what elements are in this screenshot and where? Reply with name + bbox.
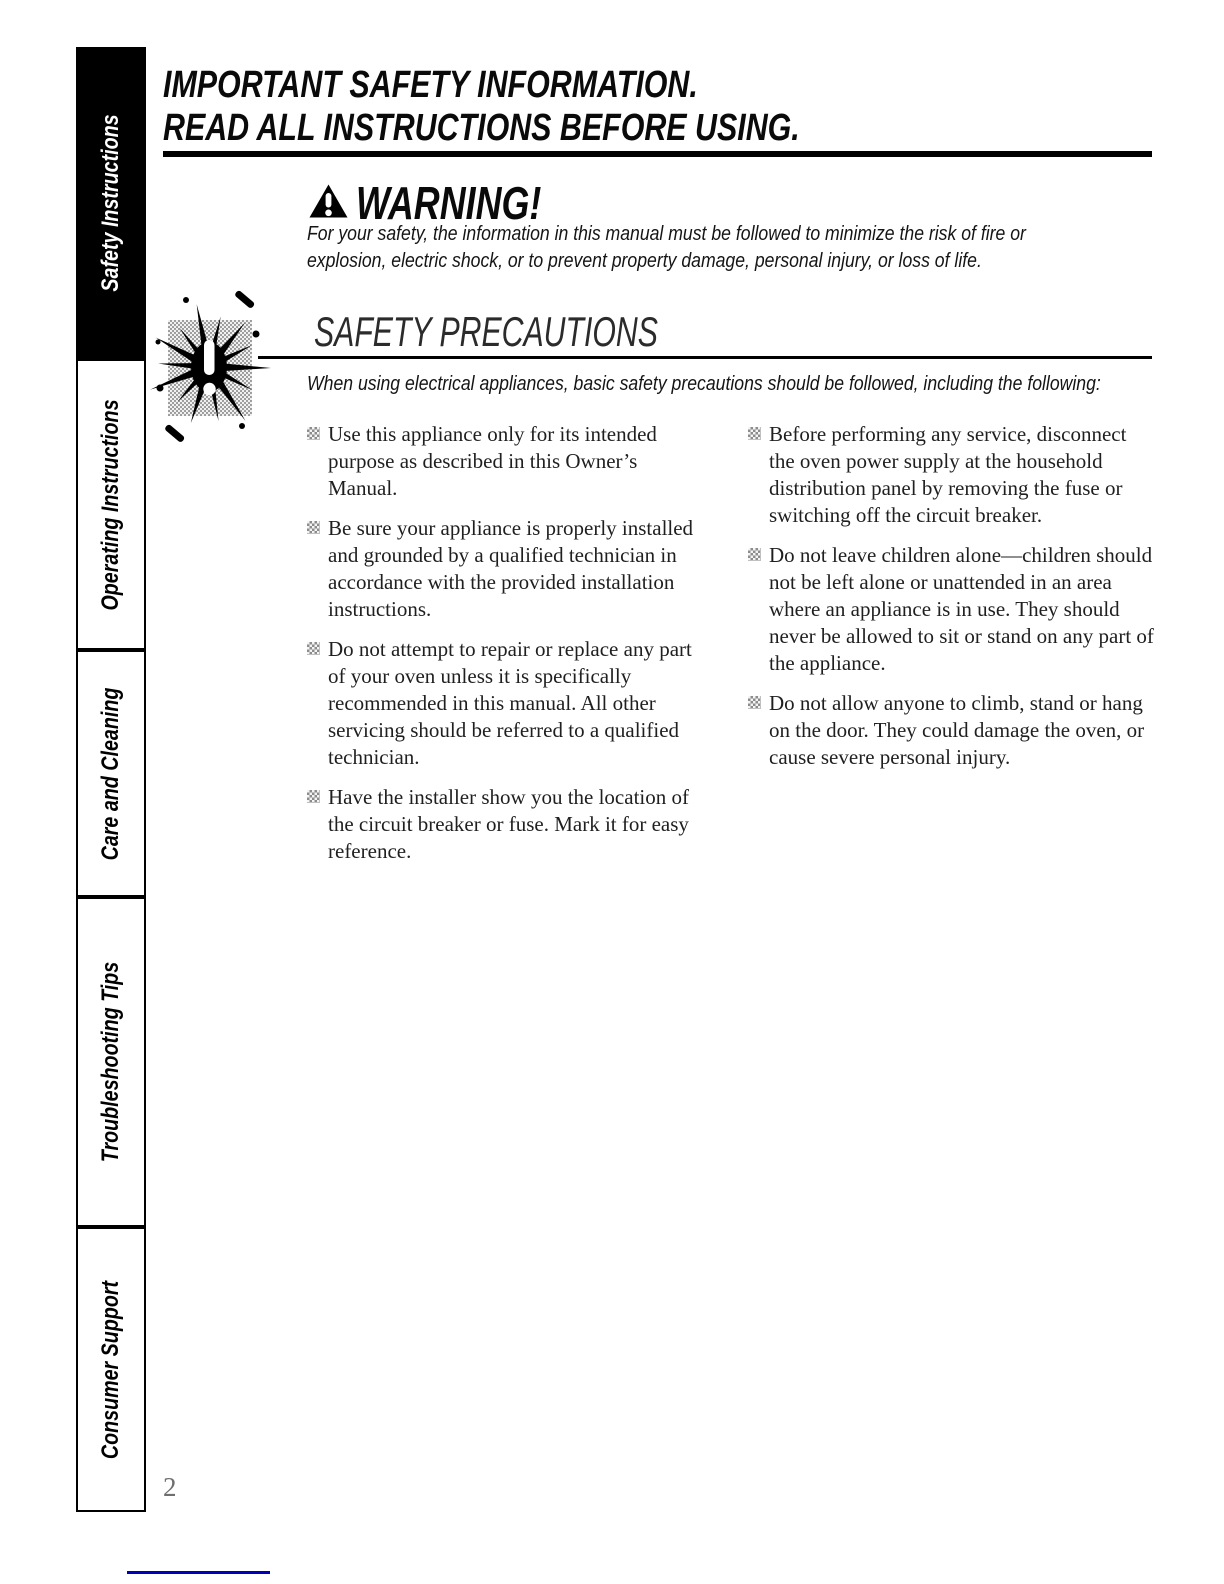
sidebar-tab-care-and-cleaning (76, 650, 146, 897)
square-bullet-icon (307, 427, 320, 440)
list-item-text: Do not leave children alone—children should not be left alone or unattended in an area where an appliance is in use. They should never be allowed to sit or stand on any part of the appliance. (769, 543, 1154, 675)
sidebar-tab-operating-instructions (76, 359, 146, 650)
list-item (307, 421, 710, 502)
warning-body: For your safety, the information in this manual must be followed to minimize the risk of fire or explosion, electric shock, or to prevent property damage, personal injury, or loss of life. (307, 222, 1026, 272)
page-title-line2: READ ALL INSTRUCTIONS BEFORE USING. (163, 107, 800, 149)
sidebar-tab-label: Care and Cleaning (97, 687, 124, 860)
section-rule (258, 356, 1152, 359)
list-item (307, 784, 710, 865)
list-item-text: Before performing any service, disconnect the oven power supply at the household distribution panel by removing the fuse or switching off the circuit breaker. (769, 422, 1127, 527)
square-bullet-icon (307, 790, 320, 803)
list-item-text: Do not attempt to repair or replace any part of your oven unless it is specifically recommended in this manual. All other servicing should be referred to a qualified technician. (328, 637, 692, 769)
list-item (748, 421, 1156, 529)
list-item (307, 636, 710, 771)
section-title: SAFETY PRECAUTIONS (314, 308, 658, 355)
square-bullet-icon (307, 521, 320, 534)
page-title-line1: IMPORTANT SAFETY INFORMATION. (163, 64, 698, 106)
list-item-text: Do not allow anyone to climb, stand or hang on the door. They could damage the oven, or cause severe personal injury. (769, 691, 1145, 769)
list-item (307, 515, 710, 623)
list-item-text: Be sure your appliance is properly installed and grounded by a qualified technician in accordance with the provided installation instructions. (328, 516, 694, 621)
sidebar-tab-label: Safety Instructions (97, 114, 124, 292)
warning-triangle-icon (308, 183, 349, 219)
sidebar-tab-label: Troubleshooting Tips (97, 961, 124, 1163)
starburst-exclamation-icon (146, 288, 274, 450)
precautions-left-column (307, 421, 710, 878)
square-bullet-icon (307, 642, 320, 655)
warning-title: WARNING! (356, 177, 542, 229)
list-item (748, 690, 1156, 771)
sidebar-tab-troubleshooting-tips (76, 897, 146, 1227)
square-bullet-icon (748, 696, 761, 709)
list-item (748, 542, 1156, 677)
precautions-right-column (748, 421, 1156, 784)
sidebar-tab-consumer-support (76, 1227, 146, 1512)
sidebar-tab-label: Operating Instructions (97, 398, 124, 611)
list-item-text: Have the installer show you the location of the circuit breaker or fuse. Mark it for easy reference. (328, 785, 689, 863)
header-rule (163, 151, 1152, 157)
section-intro: When using electrical appliances, basic safety precautions should be followed, including the following: (307, 372, 1101, 395)
sidebar-tab-safety-instructions (76, 47, 146, 359)
list-item-text: Use this appliance only for its intended purpose as described in this Owner’s Manual. (328, 422, 657, 500)
link-underline (127, 1571, 270, 1574)
square-bullet-icon (748, 427, 761, 440)
square-bullet-icon (748, 548, 761, 561)
sidebar-tab-label: Consumer Support (97, 1280, 124, 1459)
page-number: 2 (163, 1472, 177, 1502)
